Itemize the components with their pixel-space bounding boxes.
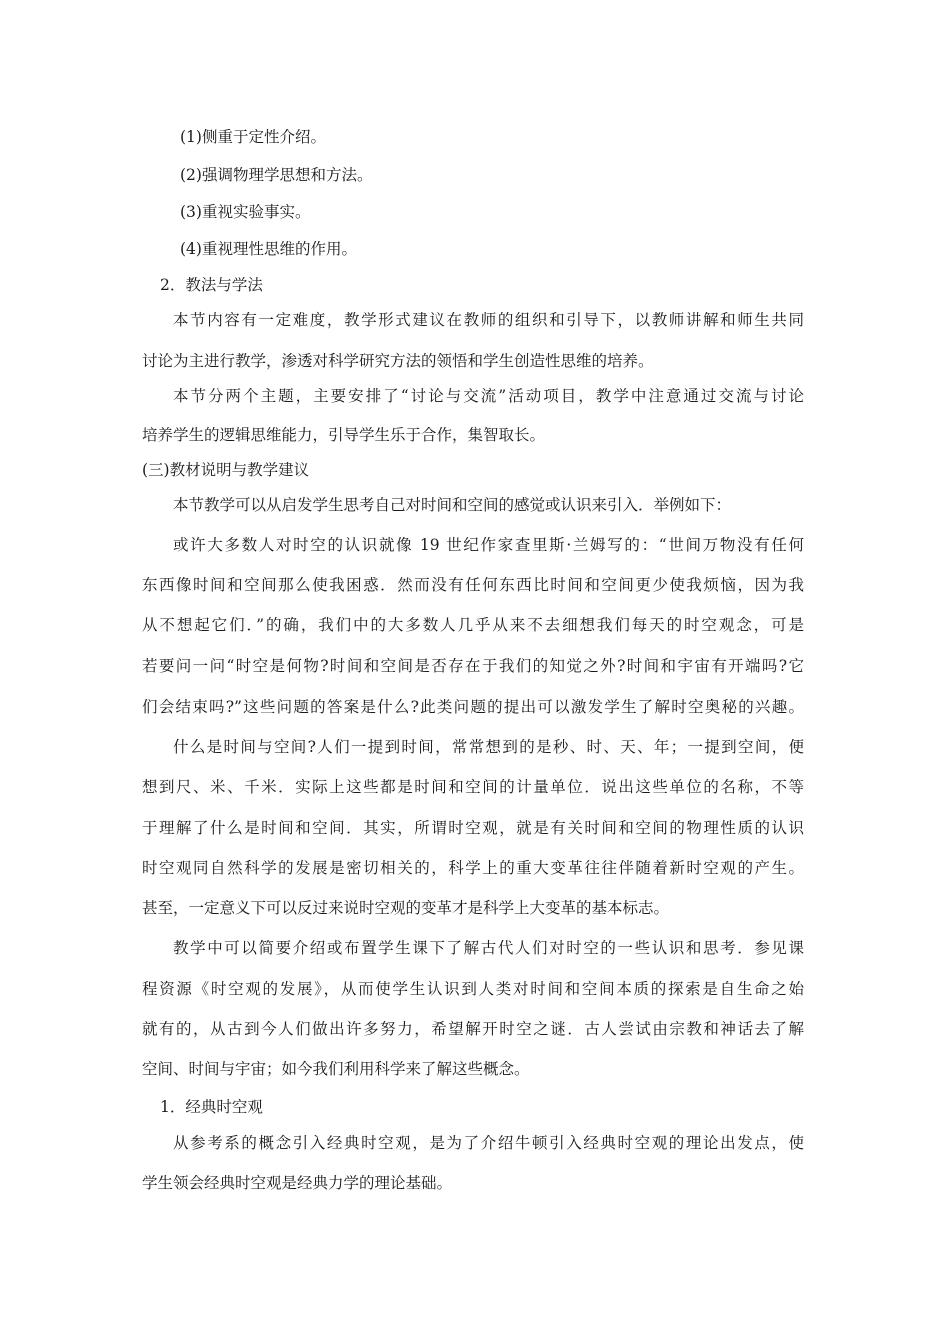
paragraph-line: 学生领会经典时空观是经典力学的理论基础。: [142, 1174, 453, 1192]
paragraph-line: 从不想起它们．”的确，我们中的大多数人几乎从来不去细想我们每天的时空观念，可是: [142, 616, 804, 634]
paragraph-line: 程资源《时空观的发展》，从而使学生认识到人类对时间和空间本质的探索是自生命之始: [142, 980, 804, 998]
list-item-4: (4)重视理性思维的作用。: [180, 240, 357, 258]
paragraph-line: 就有的，从古到今人们做出许多努力，希望解开时空之谜．古人尝试由宗教和神话去了解: [142, 1020, 804, 1038]
list-item-3: (3)重视实验事实。: [180, 203, 311, 221]
paragraph-line: 本节内容有一定难度，教学形式建议在教师的组织和引导下，以教师讲解和师生共同: [173, 311, 804, 329]
paragraph-line: 或许大多数人对时空的认识就像 19 世纪作家查里斯·兰姆写的：“世间万物没有任何: [173, 536, 804, 554]
paragraph-line: 甚至，一定意义下可以反过来说时空观的变革才是科学上大变革的基本标志。: [142, 899, 670, 917]
paragraph-line: 培养学生的逻辑思维能力，引导学生乐于合作，集智取长。: [142, 426, 546, 444]
paragraph-line: 时空观同自然科学的发展是密切相关的，科学上的重大变革往往伴随着新时空观的产生。: [142, 859, 804, 877]
paragraph-line: 东西像时间和空间那么使我困惑．然而没有任何东西比时间和空间更少使我烦恼，因为我: [142, 576, 804, 594]
paragraph-line: 什么是时间与空间?人们一提到时间，常常想到的是秒、时、天、年；一提到空间，便: [173, 738, 804, 756]
paragraph-line: 于理解了什么是时间和空间．其实，所谓时空观，就是有关时间和空间的物理性质的认识: [142, 819, 804, 837]
paragraph-line: 从参考系的概念引入经典时空观，是为了介绍牛顿引入经典时空观的理论出发点，使: [173, 1134, 804, 1152]
paragraph-line: 教学中可以简要介绍或布置学生课下了解古代人们对时空的一些认识和思考．参见课: [173, 939, 804, 957]
paragraph-line: 想到尺、米、千米．实际上这些都是时间和空间的计量单位．说出这些单位的名称，不等: [142, 778, 804, 796]
paragraph-line: 讨论为主进行教学，渗透对科学研究方法的领悟和学生创造性思维的培养。: [142, 352, 654, 370]
list-item-1: (1)侧重于定性介绍。: [180, 128, 326, 146]
paragraph-line: 若要问一问“时空是何物?时间和空间是否存在于我们的知觉之外?时间和宇宙有开端吗?它: [142, 657, 804, 675]
paragraph-line: 本节分两个主题，主要安排了“讨论与交流”活动项目，教学中注意通过交流与讨论: [173, 387, 804, 405]
paragraph-line: 本节教学可以从启发学生思考自己对时间和空间的感觉或认识来引入．举例如下：: [173, 496, 732, 514]
paragraph-line: 们会结束吗?”这些问题的答案是什么?此类问题的提出可以激发学生了解时空奥秘的兴趣。: [142, 698, 804, 716]
section-heading-classical-spacetime: 1．经典时空观: [160, 1098, 263, 1116]
list-item-2: (2)强调物理学思想和方法。: [180, 166, 373, 184]
paragraph-line: 空间、时间与宇宙；如今我们利用科学来了解这些概念。: [142, 1060, 530, 1078]
section-heading-textbook-notes: (三)教材说明与教学建议: [142, 461, 310, 479]
section-heading-teaching-methods: 2．教法与学法: [160, 276, 263, 294]
